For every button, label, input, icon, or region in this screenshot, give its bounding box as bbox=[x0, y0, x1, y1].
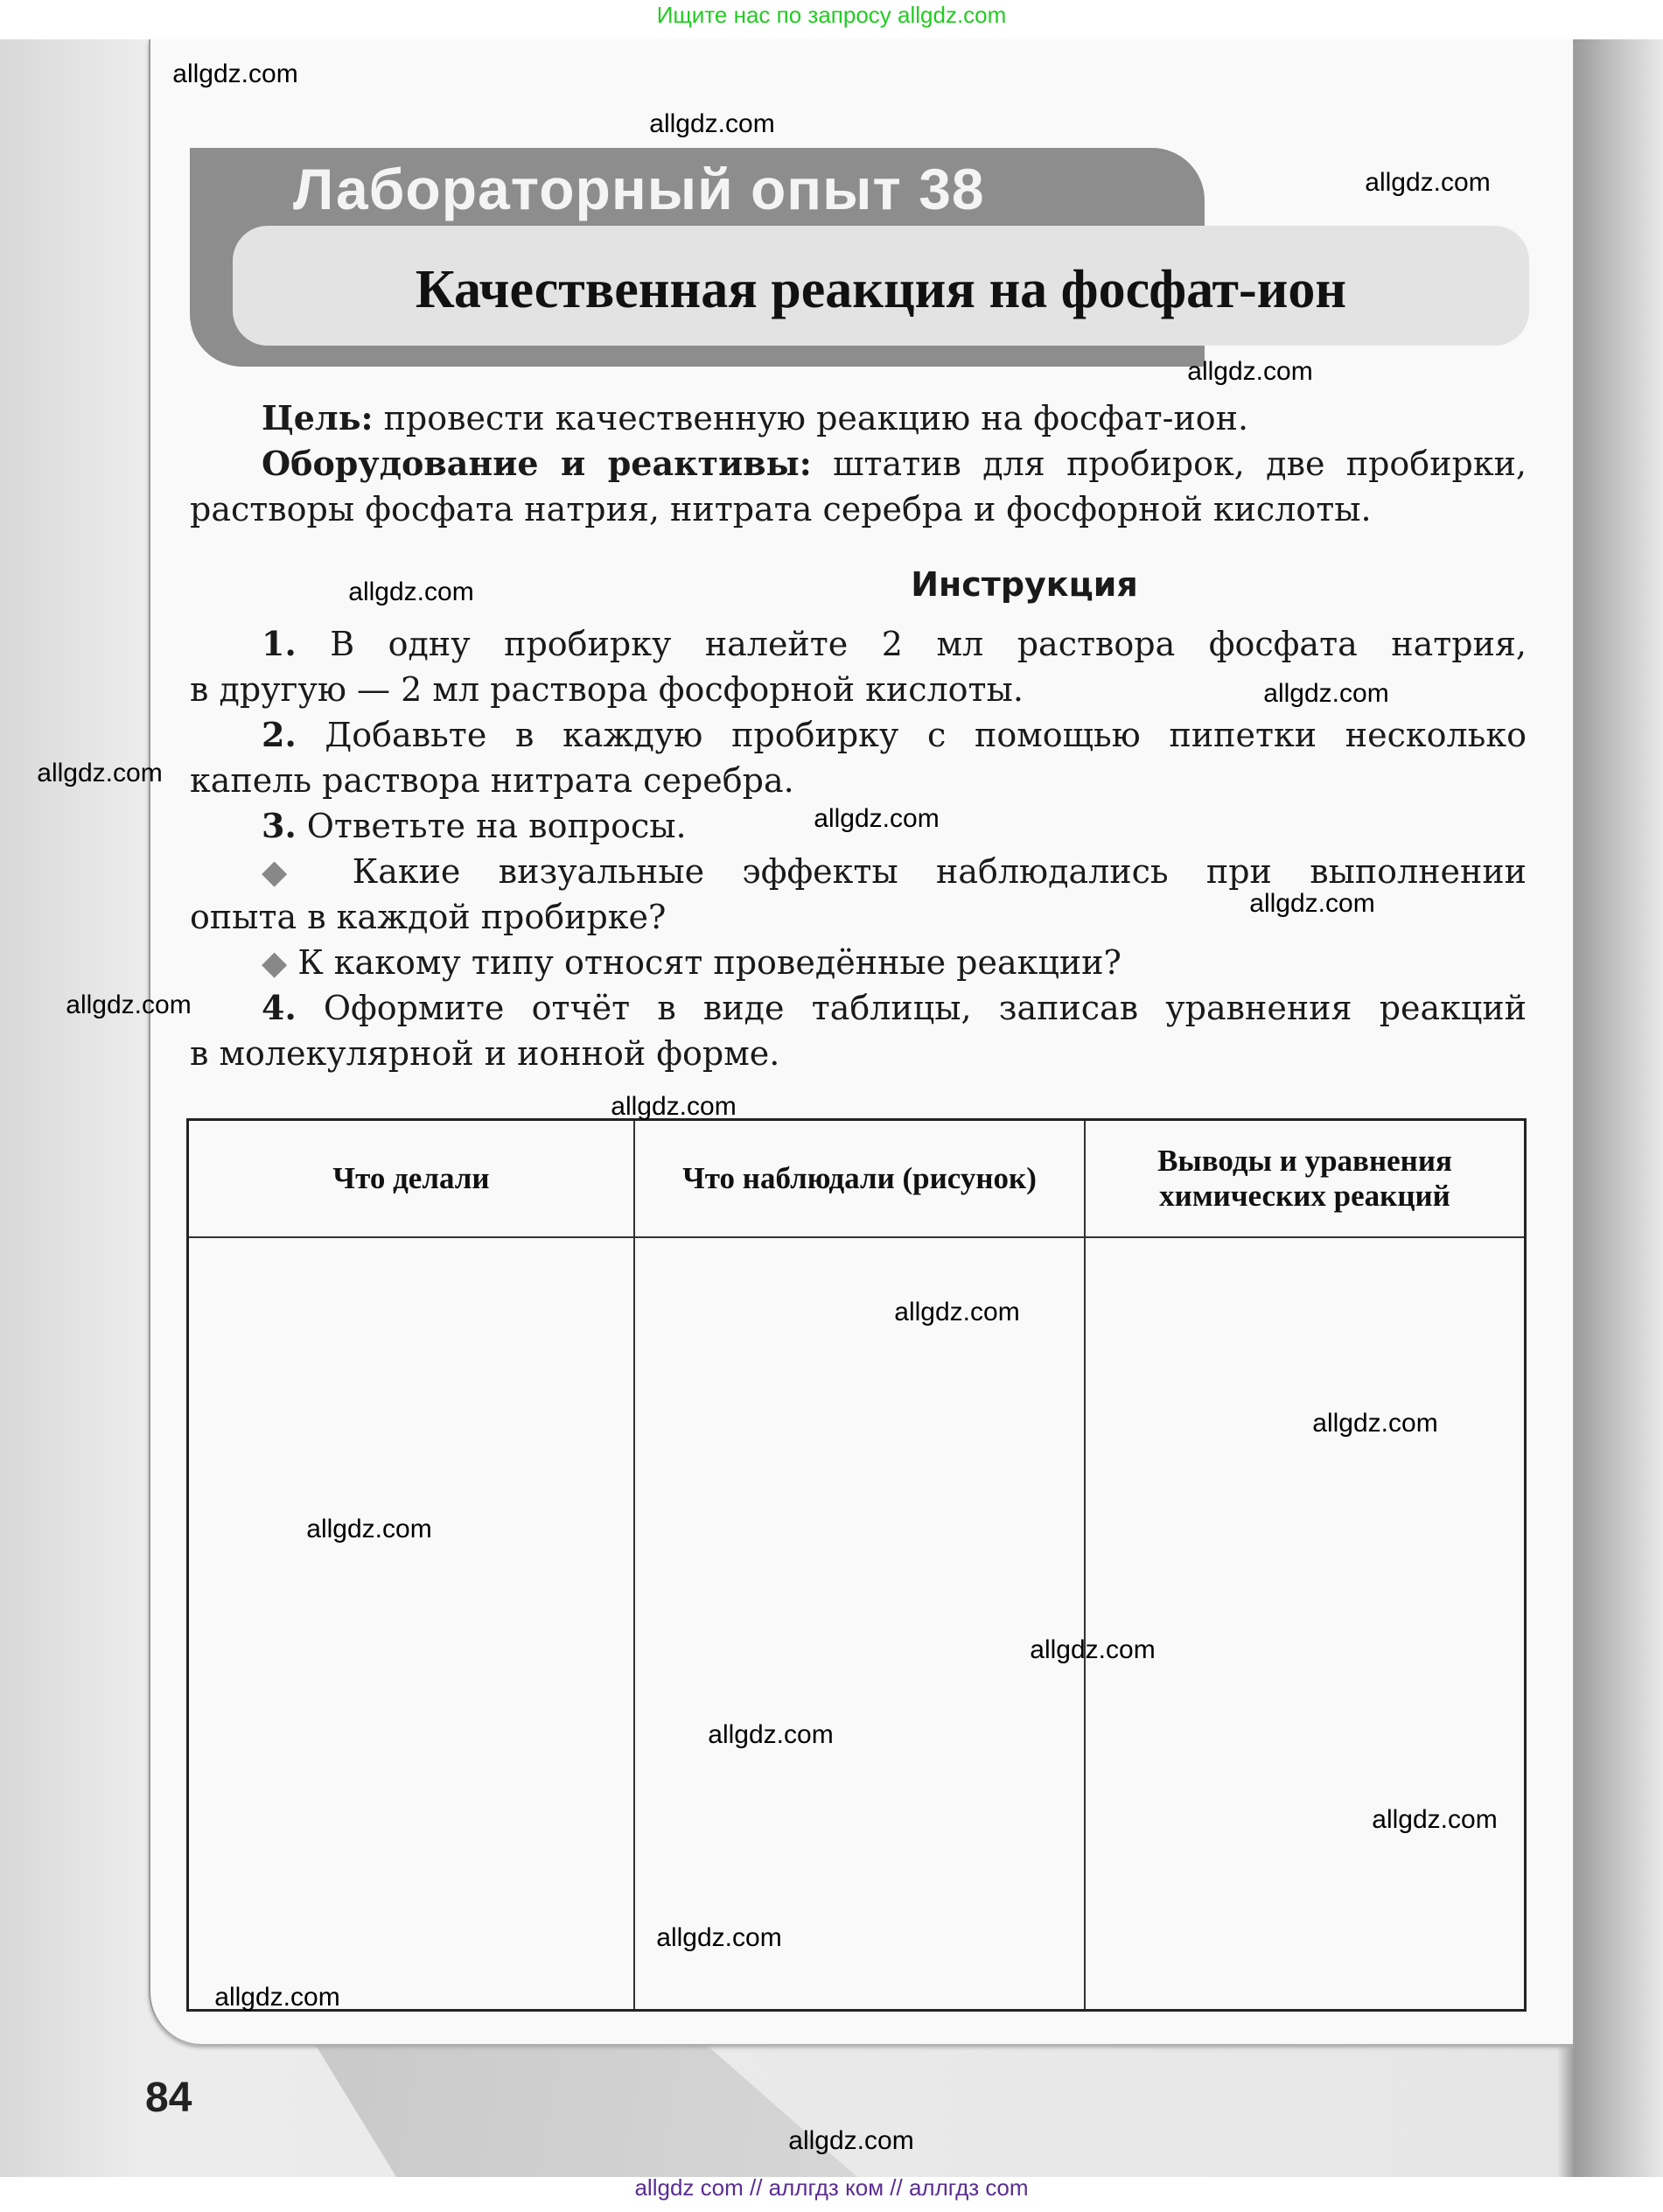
header-what-done: Что делали bbox=[188, 1120, 635, 1238]
cell-observed[interactable] bbox=[634, 1237, 1085, 2011]
step-2-line-1 bbox=[190, 712, 1527, 758]
step-4-line-1 bbox=[190, 985, 1527, 1031]
diamond-bullet-icon: ◆ bbox=[262, 943, 288, 982]
watermark: allgdz.com bbox=[649, 109, 775, 138]
watermark: allgdz.com bbox=[814, 804, 940, 833]
header-conclusions: Выводы и уравнения химических реакций bbox=[1085, 1120, 1526, 1238]
watermark: allgdz.com bbox=[348, 578, 474, 606]
equipment-line-2: растворы фосфата натрия, нитрата серебра и фосфорной кислоты. bbox=[190, 490, 1372, 528]
step-1-line-1 bbox=[190, 621, 1527, 667]
step-2-text: Добавьте в каждую пробирку с помощью пипетки несколько bbox=[296, 716, 1527, 754]
watermark: allgdz.com bbox=[214, 1983, 340, 2012]
table-row bbox=[188, 1237, 1526, 2011]
question-1-line-1 bbox=[190, 849, 1527, 894]
step-3-text: Ответьте на вопросы. bbox=[296, 807, 687, 845]
step-1-line-2: в другую — 2 мл раствора фосфорной кислоты. bbox=[190, 670, 1024, 709]
step-4-line-2: в молекулярной и ионной форме. bbox=[190, 1034, 780, 1073]
bottom-banner-link[interactable]: allgdz com // аллгдз ком // аллгдз com bbox=[634, 2174, 1029, 2201]
step-2-line-2: капель раствора нитрата серебра. bbox=[190, 761, 794, 800]
equipment-label: Оборудование и реактивы: bbox=[262, 444, 812, 483]
step-4-number: 4. bbox=[262, 988, 297, 1027]
step-1-text: В одну пробирку налейте 2 мл раствора фосфата натрия, bbox=[296, 625, 1527, 663]
question-2-text: К какому типу относят проведённые реакции? bbox=[287, 943, 1121, 982]
question-1-line-2: опыта в каждой пробирке? bbox=[190, 898, 667, 936]
equipment-line-1 bbox=[190, 441, 1527, 486]
watermark: allgdz.com bbox=[656, 1923, 782, 1952]
watermark: allgdz.com bbox=[788, 2126, 914, 2155]
question-1-text: Какие визуальные эффекты наблюдались при выполнении bbox=[314, 852, 1527, 891]
goal-label: Цель: bbox=[262, 398, 374, 438]
goal-text: провести качественную реакцию на фосфат-ион. bbox=[373, 399, 1249, 438]
watermark: allgdz.com bbox=[1372, 1805, 1498, 1834]
table-header-row bbox=[188, 1120, 1526, 1238]
report-table bbox=[186, 1118, 1527, 2012]
watermark: allgdz.com bbox=[1365, 168, 1491, 197]
watermark: allgdz.com bbox=[1263, 679, 1389, 708]
step-3-number: 3. bbox=[262, 806, 297, 845]
step-1-number: 1. bbox=[262, 624, 297, 663]
cell-conclusions[interactable] bbox=[1085, 1237, 1526, 2011]
diamond-bullet-icon: ◆ bbox=[262, 852, 315, 891]
watermark: allgdz.com bbox=[66, 990, 192, 1019]
watermark: allgdz.com bbox=[611, 1092, 737, 1121]
watermark: allgdz.com bbox=[708, 1720, 834, 1749]
header-observed: Что наблюдали (рисунок) bbox=[634, 1120, 1085, 1238]
watermark: allgdz.com bbox=[37, 759, 163, 788]
question-2-line bbox=[190, 940, 1527, 985]
watermark: allgdz.com bbox=[306, 1515, 432, 1544]
watermark: allgdz.com bbox=[1249, 889, 1375, 918]
equipment-text-1: штатив для пробирок, две пробирки, bbox=[811, 444, 1527, 483]
goal-line bbox=[190, 396, 1527, 441]
watermark: allgdz.com bbox=[1312, 1409, 1438, 1438]
page-title: Качественная реакция на фосфат-ион bbox=[415, 260, 1347, 319]
watermark: allgdz.com bbox=[172, 60, 298, 88]
watermark: allgdz.com bbox=[1030, 1635, 1156, 1664]
step-4-text: Оформите отчёт в виде таблицы, записав уравнения реакций bbox=[296, 989, 1527, 1027]
lab-label: Лабораторный опыт 38 bbox=[293, 157, 985, 221]
page-number: 84 bbox=[145, 2075, 192, 2121]
watermark: allgdz.com bbox=[894, 1298, 1020, 1326]
top-banner-link[interactable]: Ищите нас по запросу allgdz.com bbox=[656, 2, 1007, 28]
instructions-heading: Инструкция bbox=[911, 565, 1138, 604]
cell-what-done[interactable] bbox=[188, 1237, 635, 2011]
watermark: allgdz.com bbox=[1187, 357, 1313, 386]
step-2-number: 2. bbox=[262, 715, 297, 754]
